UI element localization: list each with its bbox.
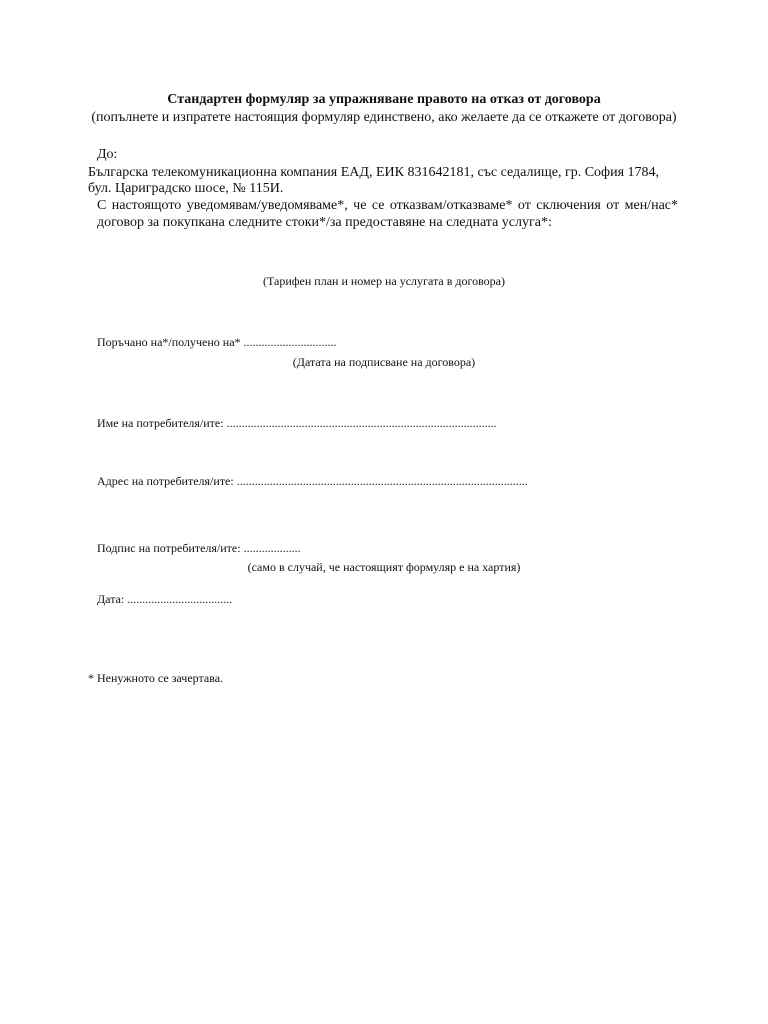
footnote: * Ненужното се зачертава. [88, 671, 224, 685]
notice-line-1: С настоящото уведомявам/уведомяваме*, че се отказвам/отказваме* от сключения от мен/нас* [97, 198, 678, 213]
paper-only-caption: (само в случай, че настоящият формуляр е на хартия) [247, 560, 521, 574]
consumer-name-field: Име на потребителя/ите: .......................................................................................... [97, 416, 497, 430]
contract-date-caption: (Датата на подписване на договора) [292, 355, 476, 369]
recipient-label: До: [97, 147, 118, 162]
tariff-caption: (Тарифен план и номер на услугата в договора) [262, 274, 505, 288]
consumer-address-field: Адрес на потребителя/ите: ................................................................................................. [97, 474, 528, 488]
date-field: Дата: ................................... [97, 592, 233, 606]
recipient-line-1: Българска телекомуникационна компания ЕАД, ЕИК 831642181, със седалище, гр. София 1784, [88, 165, 660, 180]
consumer-signature-field: Подпис на потребителя/ите: ................... [97, 541, 301, 555]
recipient-line-2: бул. Цариградско шосе, № 115И. [88, 181, 284, 196]
ordered-received-field: Поръчано на*/получено на* ............................... [97, 335, 337, 349]
form-title: Стандартен формуляр за упражняване правото на отказ от договора [167, 92, 601, 107]
notice-line-2: договор за покупкана следните стоки*/за предоставяне на следната услуга*: [97, 215, 552, 230]
form-subtitle: (попълнете и изпратете настоящия формуляр единствено, ако желаете да се откажете от договора) [91, 110, 677, 125]
